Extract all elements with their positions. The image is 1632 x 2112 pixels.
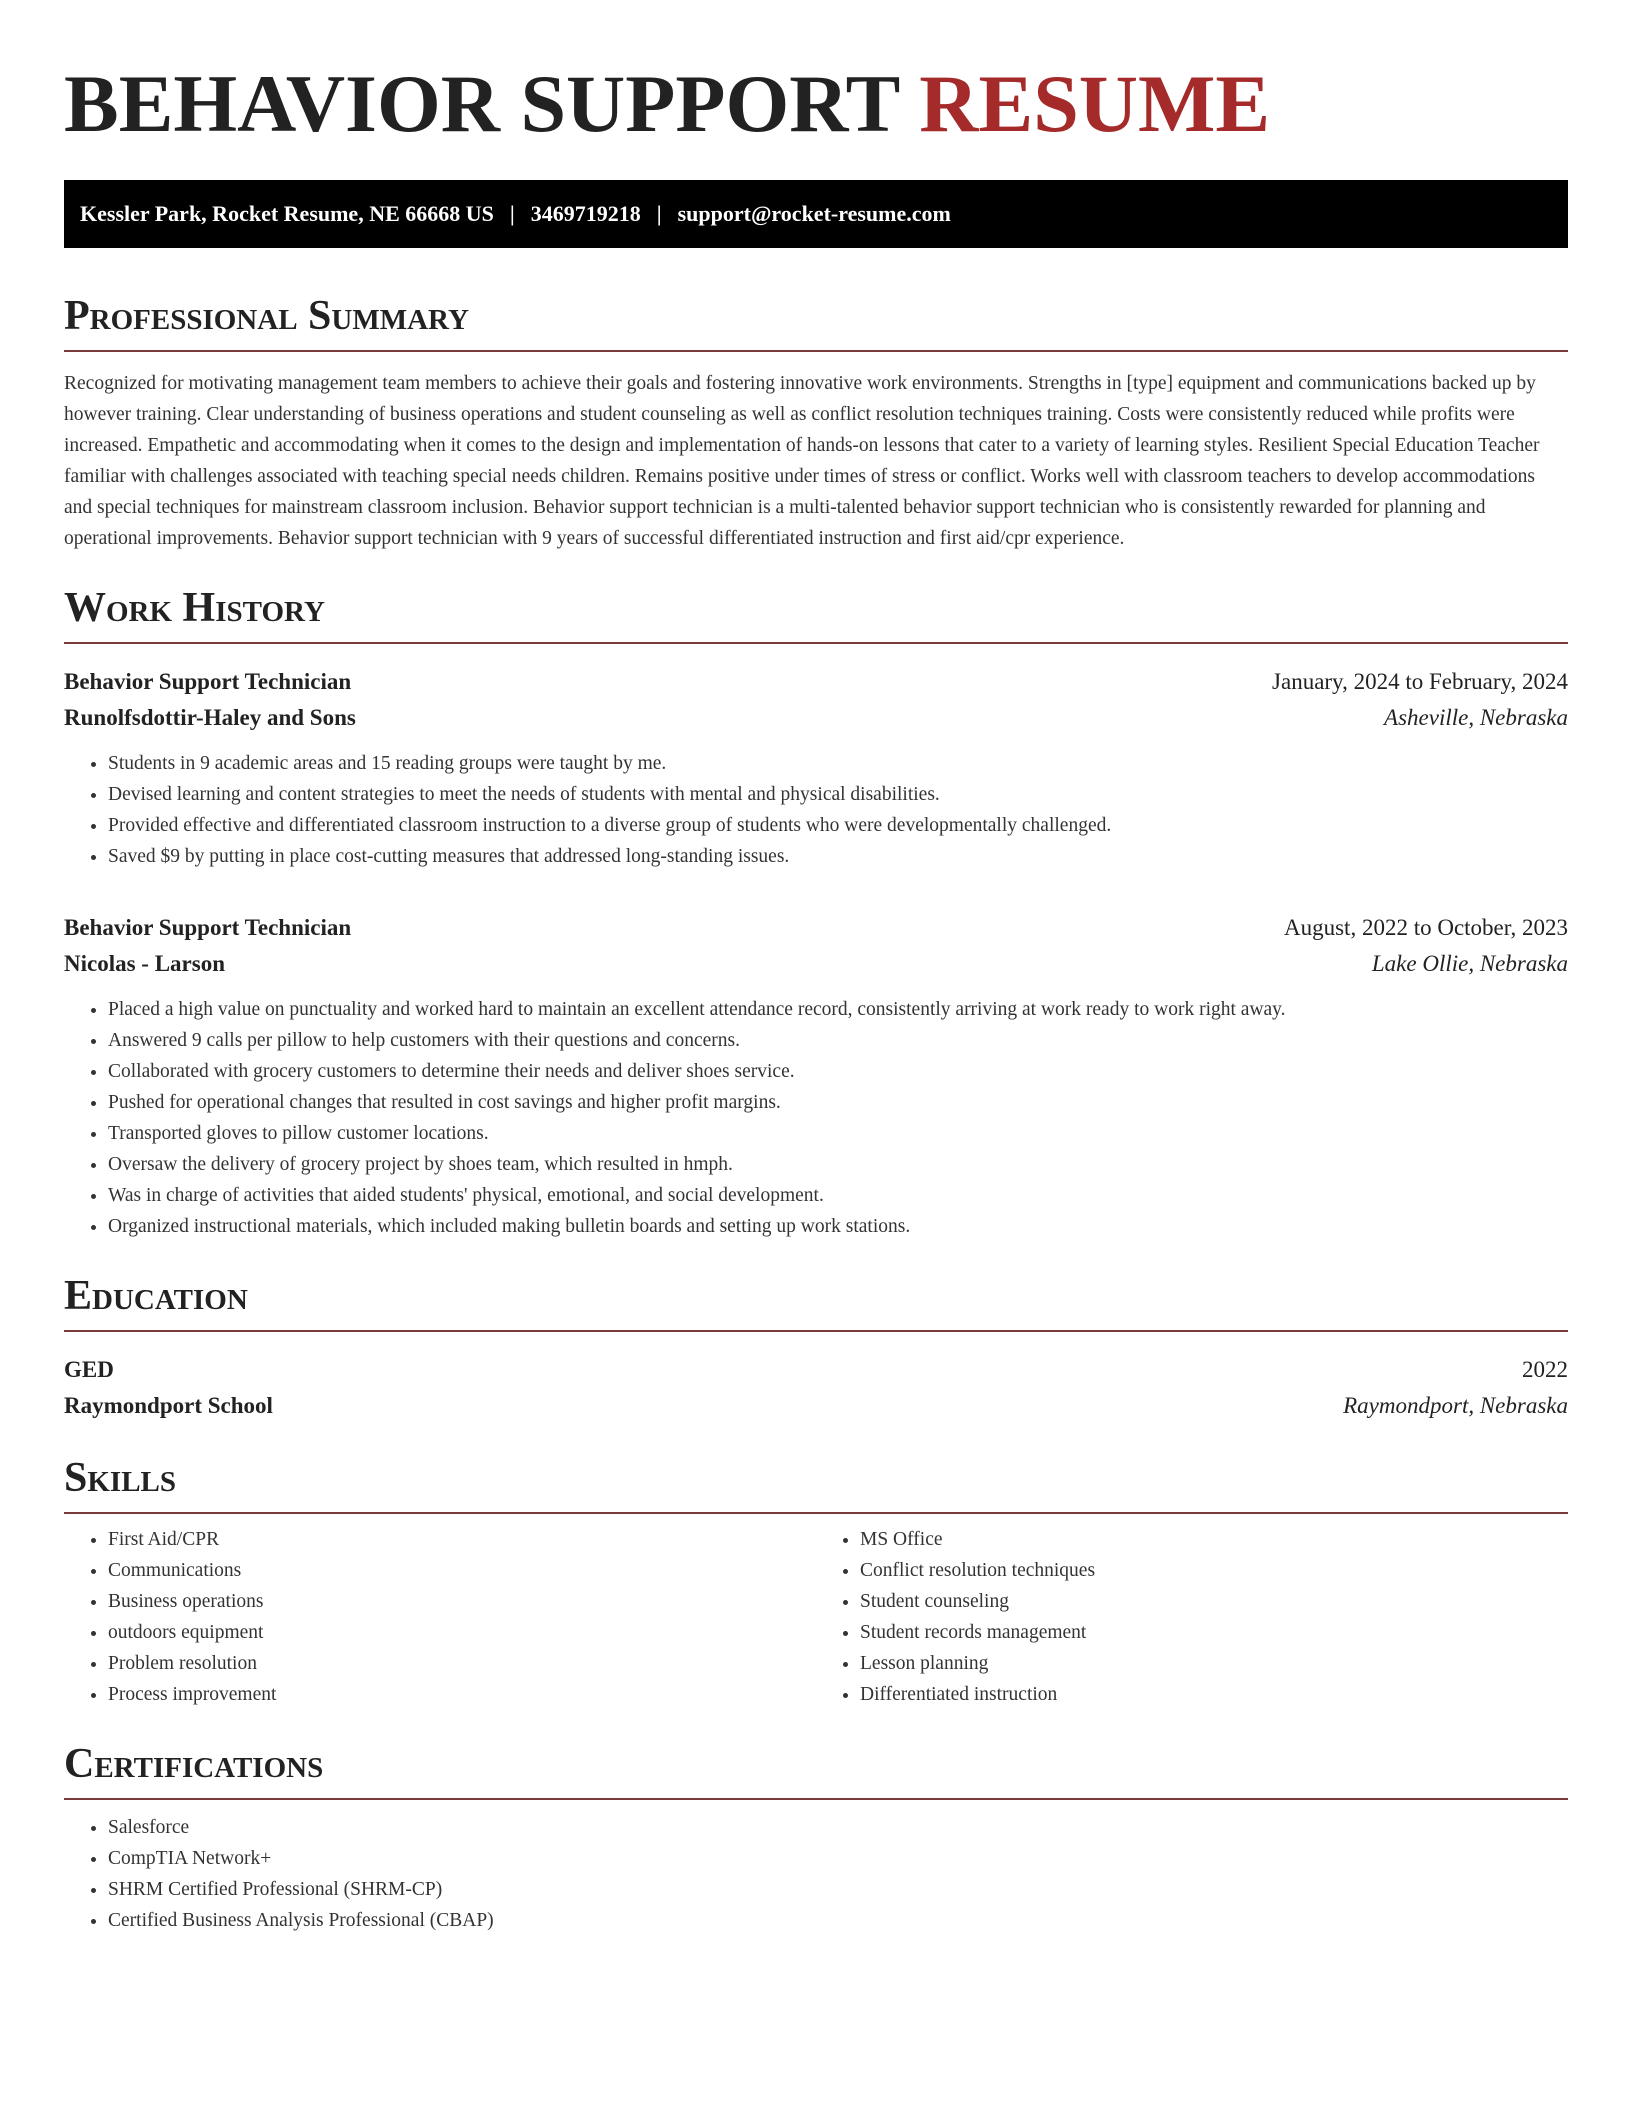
certifications-list [64,1812,1568,1936]
contact-separator: | [509,201,515,226]
education-school-row [64,1388,1568,1424]
skill-item: • Process improvement [108,1679,816,1710]
skills-columns [64,1524,1568,1710]
job-bullets [64,748,1568,872]
job-bullet: • Collaborated with grocery customers to determine their needs and deliver shoes service. [108,1056,1568,1087]
summary-text: Recognized for motivating management team members to achieve their goals and fostering innovative work environments. Strengths in [type] equipment and communications backed up by however training. Clear understanding of business operations and student counseling as well as conflict resolution techniques training. Costs were consistently reduced while profits were increased. Empathetic and accommodating when it comes to the design and implementation of hands-on lessons that cater to a variety of learning styles. Resilient Special Education Teacher familiar with challenges associated with teaching special needs children. Remains positive under times of stress or conflict. Works well with classroom teachers to develop accommodations and special techniques for mainstream classroom inclusion. Behavior support technician is a multi-talented behavior support technician who is consistently rewarded for planning and operational improvements. Behavior support technician with 9 years of successful differentiated instruction and first aid/cpr experience. [64,373,1540,549]
contact-phone: 3469719218 [530,201,641,226]
contact-address: Kessler Park, Rocket Resume, NE 66668 US [80,201,494,226]
contact-bar [64,180,1568,248]
job-bullet: • Was in charge of activities that aided students' physical, emotional, and social development. [108,1180,1568,1211]
skills-right-list [816,1524,1568,1710]
job-title: Behavior Support Technician [64,669,352,694]
job-bullet: • Placed a high value on punctuality and worked hard to maintain an excellent attendance record, consistently arriving at work ready to work right away. [108,994,1568,1025]
education-degree: GED [64,1357,114,1382]
skill-item: • Business operations [108,1586,816,1617]
job-entry [64,910,1568,1242]
education-section [64,1272,1568,1424]
job-company-row [64,700,1568,736]
education-school: Raymondport School [64,1393,273,1418]
job-dates: August, 2022 to October, 2023 [1284,915,1568,940]
contact-separator: | [656,201,662,226]
job-bullet: • Oversaw the delivery of grocery project by shoes team, which resulted in hmph. [108,1149,1568,1180]
job-header-row [64,910,1568,946]
job-bullet: • Saved $9 by putting in place cost-cutting measures that addressed long-standing issues. [108,841,1568,872]
job-location: Asheville, Nebraska [1384,705,1568,730]
certification-item: • SHRM Certified Professional (SHRM-CP) [108,1874,1568,1905]
job-bullet: • Pushed for operational changes that resulted in cost savings and higher profit margins. [108,1087,1568,1118]
job-header-row [64,664,1568,700]
certification-item: • CompTIA Network+ [108,1843,1568,1874]
skill-item: • Lesson planning [860,1648,1568,1679]
job-bullet: • Transported gloves to pillow customer locations. [108,1118,1568,1149]
job-company: Nicolas - Larson [64,951,225,976]
skill-item: • Student counseling [860,1586,1568,1617]
job-bullet: • Provided effective and differentiated classroom instruction to a diverse group of students who were developmentally challenged. [108,810,1568,841]
job-entry [64,664,1568,872]
certification-item: • Certified Business Analysis Professional (CBAP) [108,1905,1568,1936]
skill-item: • Problem resolution [108,1648,816,1679]
resume-title [64,58,1568,150]
job-bullet: • Students in 9 academic areas and 15 reading groups were taught by me. [108,748,1568,779]
job-dates: January, 2024 to February, 2024 [1272,669,1568,694]
job-company: Runolfsdottir-Haley and Sons [64,705,356,730]
section-heading: Work History [64,584,1568,644]
job-location: Lake Ollie, Nebraska [1371,951,1568,976]
certification-item: • Salesforce [108,1812,1568,1843]
skills-left-list [64,1524,816,1710]
skill-item: • Communications [108,1555,816,1586]
job-company-row [64,946,1568,982]
job-bullet: • Devised learning and content strategies to meet the needs of students with mental and physical disabilities. [108,779,1568,810]
section-heading: Professional Summary [64,292,1568,352]
education-header-row [64,1352,1568,1388]
skill-item: • Student records management [860,1617,1568,1648]
job-bullet: • Answered 9 calls per pillow to help customers with their questions and concerns. [108,1025,1568,1056]
skills-section [64,1454,1568,1710]
certifications-section [64,1740,1568,1936]
skill-item: • outdoors equipment [108,1617,816,1648]
contact-email: support@rocket-resume.com [677,201,951,226]
skill-item: • First Aid/CPR [108,1524,816,1555]
title-main: BEHAVIOR SUPPORT [64,58,899,149]
job-title: Behavior Support Technician [64,915,352,940]
education-year: 2022 [1522,1357,1568,1382]
education-location: Raymondport, Nebraska [1343,1393,1568,1418]
work-history-section [64,584,1568,1242]
education-entry [64,1352,1568,1424]
section-heading: Certifications [64,1740,1568,1800]
skill-item: • MS Office [860,1524,1568,1555]
skill-item: • Conflict resolution techniques [860,1555,1568,1586]
title-accent: RESUME [919,58,1271,149]
skill-item: • Differentiated instruction [860,1679,1568,1710]
job-bullets [64,994,1568,1242]
job-bullet: • Organized instructional materials, which included making bulletin boards and setting up work stations. [108,1211,1568,1242]
section-heading: Education [64,1272,1568,1332]
professional-summary-section [64,292,1568,554]
section-heading: Skills [64,1454,1568,1514]
